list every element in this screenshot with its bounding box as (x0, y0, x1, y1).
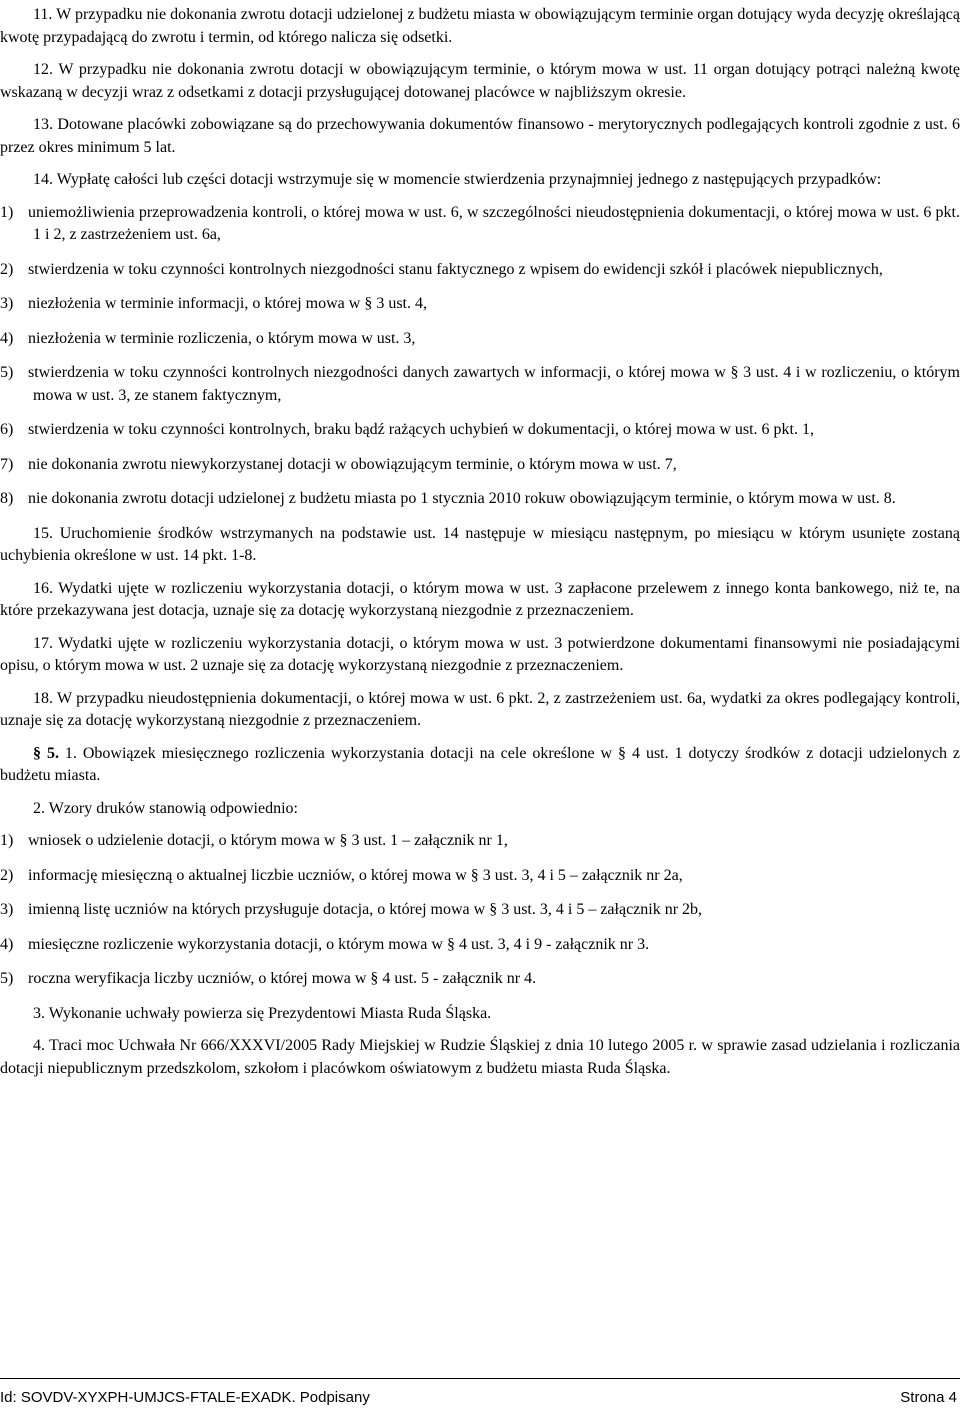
document-page (0, 4, 960, 1090)
list-item: 6) stwierdzenia w toku czynności kontrolnych, braku bądź rażących uchybień w dokumentacji, o której mowa w ust. 6 pkt. 1, (0, 421, 814, 438)
paragraph-17: 17. Wydatki ujęte w rozliczeniu wykorzystania dotacji, o którym mowa w ust. 3 potwierdzone dokumentami finansowymi nie posiadającymi opisu, o którym mowa w ust. 2 uznaje się za dotację wykorzystaną niezgodnie z przeznaczeniem. (0, 634, 960, 674)
cases-list (0, 202, 960, 511)
paragraph-18: 18. W przypadku nieudostępnienia dokumentacji, o której mowa w ust. 6 pkt. 2, z zastrzeżeniem ust. 6a, wydatki za okres podlegający kontroli, uznaje się za dotację wykorzystaną niezgodnie z przeznaczeniem. (0, 689, 960, 729)
section-5-paragraph-2: 2. Wzory druków stanowią odpowiednio: (33, 799, 298, 817)
forms-list (0, 830, 960, 991)
section-5-paragraph-1: § 5. 1. Obowiązek miesięcznego rozliczenia wykorzystania dotacji na cele określone w § 4 ust. 1 dotyczy środków z dotacji udzielonych z budżetu miasta. (0, 744, 960, 784)
list-item: 7) nie dokonania zwrotu niewykorzystanej dotacji w obowiązującym terminie, o którym mowa w ust. 7, (0, 455, 677, 473)
footer-divider (0, 1378, 960, 1379)
list-item: 2) stwierdzenia w toku czynności kontrolnych niezgodności stanu faktycznego z wpisem do ewidencji szkół i placówek niepublicznych, (0, 260, 883, 278)
document-id: Id: SOVDV-XYXPH-UMJCS-FTALE-EXADK. Podpisany (0, 1389, 370, 1406)
list-item: 1) wniosek o udzielenie dotacji, o którym mowa w § 3 ust. 1 – załącznik nr 1, (0, 832, 508, 849)
list-item: 3) niezłożenia w terminie informacji, o której mowa w § 3 ust. 4, (0, 295, 427, 312)
paragraph-15: 15. Uruchomienie środków wstrzymanych na podstawie ust. 14 następuje w miesiącu następnym, po miesiącu w którym usunięte zostaną uchybienia określone w ust. 14 pkt. 1-8. (0, 524, 960, 564)
list-item: 2) informację miesięczną o aktualnej liczbie uczniów, o której mowa w § 3 ust. 3, 4 i 5 – załącznik nr 2a, (0, 866, 683, 884)
paragraph-14: 14. Wypłatę całości lub części dotacji wstrzymuje się w momencie stwierdzenia przynajmniej jednego z następujących przypadków: (33, 171, 882, 188)
list-item: 1) uniemożliwienia przeprowadzenia kontroli, o której mowa w ust. 6, w szczególności nieudostępnienia dokumentacji, o której mowa w ust. 6 pkt. 1 i 2, z zastrzeżeniem ust. 6a, (0, 203, 960, 243)
paragraph-11: 11. W przypadku nie dokonania zwrotu dotacji udzielonej z budżetu miasta w obowiązującym terminie organ dotujący wyda decyzję określającą kwotę przypadającą do zwrotu i termin, od którego nalicza się odsetki. (0, 6, 960, 46)
list-item: 3) imienną listę uczniów na których przysługuje dotacja, o której mowa w § 3 ust. 3, 4 i 5 – załącznik nr 2b, (0, 901, 703, 918)
section-5-paragraph-4: 4. Traci moc Uchwała Nr 666/XXXVI/2005 Rady Miejskiej w Rudzie Śląskiej z dnia 10 lutego 2005 r. w sprawie zasad udzielania i rozliczania dotacji niepublicznym przedszkolom, szkołom i placówkom oświatowym z budżetu miasta Ruda Śląska. (0, 1037, 960, 1077)
paragraph-16: 16. Wydatki ujęte w rozliczeniu wykorzystania dotacji, o którym mowa w ust. 3 zapłacone przelewem z innego konta bankowego, niż te, na które przekazywana jest dotacja, uznaje się za dotację wykorzystaną niezgodnie z przeznaczeniem. (0, 579, 960, 619)
list-item: 5) roczna weryfikacja liczby uczniów, o której mowa w § 4 ust. 5 - załącznik nr 4. (0, 970, 537, 987)
paragraph-13: 13. Dotowane placówki zobowiązane są do przechowywania dokumentów finansowo - merytorycznych podlegających kontroli zgodnie z ust. 6 przez okres minimum 5 lat. (0, 116, 960, 156)
section-mark: § 5. (33, 744, 59, 762)
section-5-paragraph-3: 3. Wykonanie uchwały powierza się Prezydentowi Miasta Ruda Śląska. (33, 1004, 492, 1022)
list-item: 4) miesięczne rozliczenie wykorzystania dotacji, o którym mowa w § 4 ust. 3, 4 i 9 - załącznik nr 3. (0, 935, 650, 953)
paragraph-12: 12. W przypadku nie dokonania zwrotu dotacji w obowiązującym terminie, o którym mowa w ust. 11 organ dotujący potrąci należną kwotę wskazaną w decyzji wraz z odsetkami z dotacji przysługującej dotowanej placówce w najbliższym okresie. (0, 61, 960, 101)
list-item: 8) nie dokonania zwrotu dotacji udzielonej z budżetu miasta po 1 stycznia 2010 rokuw obowiązującym terminie, o którym mowa w ust. 8. (0, 490, 896, 507)
page-number: Strona 4 (900, 1389, 957, 1406)
list-item: 4) niezłożenia w terminie rozliczenia, o którym mowa w ust. 3, (0, 329, 416, 347)
list-item: 5) stwierdzenia w toku czynności kontrolnych niezgodności danych zawartych w informacji, o której mowa w § 3 ust. 4 i w rozliczeniu, o którym mowa w ust. 3, ze stanem faktycznym, (0, 364, 960, 404)
